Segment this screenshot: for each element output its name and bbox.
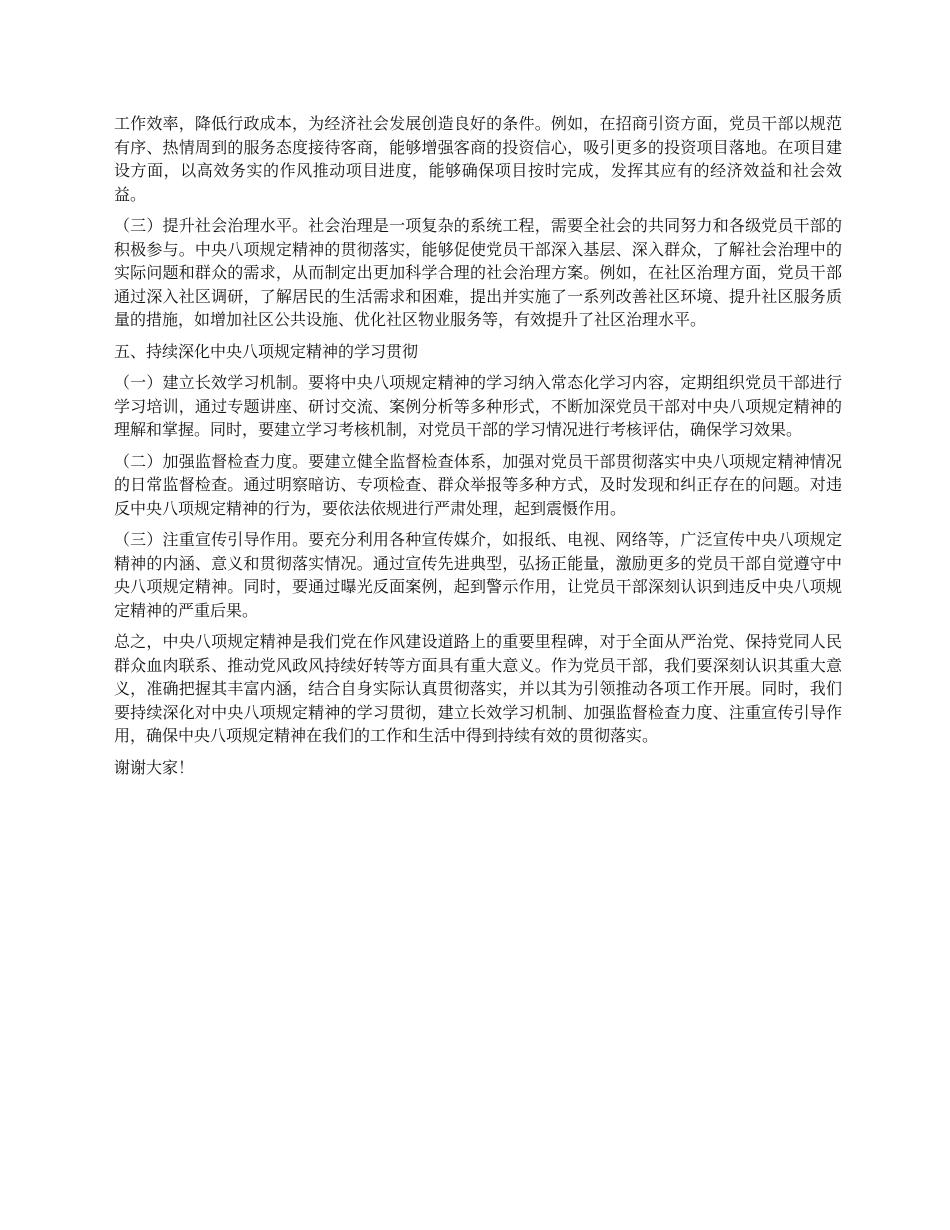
paragraph-social-governance: （三）提升社会治理水平。社会治理是一项复杂的系统工程，需要全社会的共同努力和各级党员干部的积极参与。中央八项规定精神的贯彻落实，能够促使党员干部深入基层、深入群众，了解社会治理中的实际问题和群众的需求，从而制定出更加科学合理的社会治理方案。例如，在社区治理方面，党员干部通过深入社区调研，了解居民的生活需求和困难，提出并实施了一系列改善社区环境、提升社区服务质量的措施，如增加社区公共设施、优化社区物业服务等，有效提升了社区治理水平。	[114, 216, 842, 329]
document-page	[114, 112, 842, 787]
paragraph-thanks: 谢谢大家！	[114, 757, 195, 777]
paragraph-supervision: （二）加强监督检查力度。要建立健全监督检查体系，加强对党员干部贯彻落实中央八项规定精神情况的日常监督检查。通过明察暗访、专项检查、群众举报等多种方式，及时发现和纠正存在的问题。对违反中央八项规定精神的行为，要依法依规进行严肃处理，起到震慑作用。	[114, 451, 842, 518]
paragraph-economic-efficiency: 工作效率，降低行政成本，为经济社会发展创造良好的条件。例如，在招商引资方面，党员干部以规范有序、热情周到的服务态度接待客商，能够增强客商的投资信心，吸引更多的投资项目落地。在项目建设方面，以高效务实的作风推动项目进度，能够确保项目按时完成，发挥其应有的经济效益和社会效益。	[114, 114, 842, 204]
paragraph-publicity: （三）注重宣传引导作用。要充分利用各种宣传媒介，如报纸、电视、网络等，广泛宣传中央八项规定精神的内涵、意义和贯彻落实情况。通过宣传先进典型，弘扬正能量，激励更多的党员干部自觉遵守中央八项规定精神。同时，要通过曝光反面案例，起到警示作用，让党员干部深刻认识到违反中央八项规定精神的严重后果。	[114, 530, 842, 620]
paragraph-conclusion: 总之，中央八项规定精神是我们党在作风建设道路上的重要里程碑，对于全面从严治党、保持党同人民群众血肉联系、推动党风政风持续好转等方面具有重大意义。作为党员干部，我们要深刻认识其重大意义，准确把握其丰富内涵，结合自身实际认真贯彻落实，并以其为引领推动各项工作开展。同时，我们要持续深化对中央八项规定精神的学习贯彻，建立长效学习机制、加强监督检查力度、注重宣传引导作用，确保中央八项规定精神在我们的工作和生活中得到持续有效的贯彻落实。	[114, 632, 842, 745]
section-heading-five: 五、持续深化中央八项规定精神的学习贯彻	[114, 341, 419, 361]
paragraph-learning-mechanism: （一）建立长效学习机制。要将中央八项规定精神的学习纳入常态化学习内容，定期组织党员干部进行学习培训，通过专题讲座、研讨交流、案例分析等多种形式，不断加深党员干部对中央八项规定精神的理解和掌握。同时，要建立学习考核机制，对党员干部的学习情况进行考核评估，确保学习效果。	[114, 373, 842, 439]
